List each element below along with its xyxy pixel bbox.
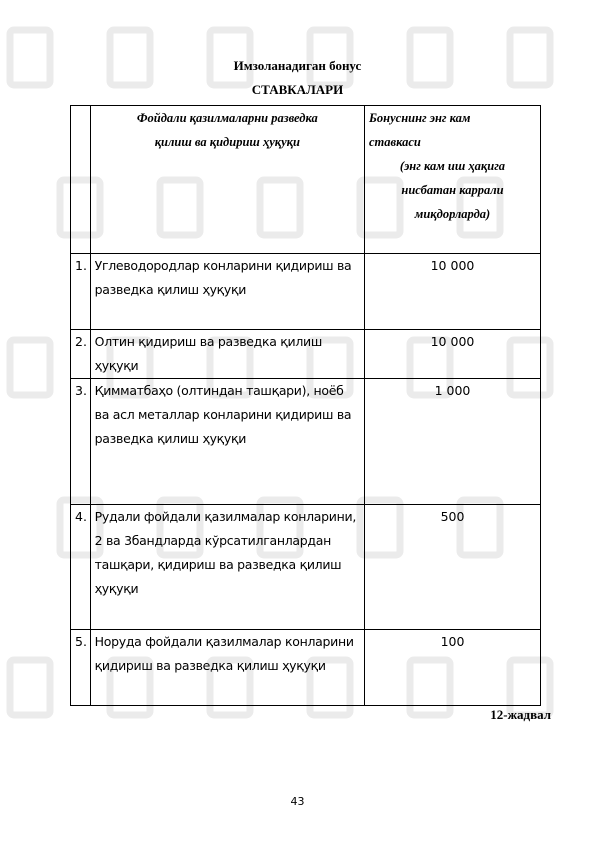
row-number: 1. [71,254,91,330]
row-description: Қимматбаҳо (олтиндан ташқари), ноёб ва асл металлар конларини қидириш ва разведка қилиш ҳуқуқи [90,379,364,505]
row-description: Олтин қидириш ва разведка қилиш ҳуқуқи [90,330,364,379]
table-row [71,630,541,706]
table-caption: 12-жадвал [490,707,551,722]
row-number: 4. [71,505,91,630]
table-row [71,505,541,630]
row-description: Углеводородлар конларини қидириш ва разведка қилиш ҳуқуқи [90,254,364,330]
document-title-line2: СТАВКАЛАРИ [251,82,344,97]
row-number: 3. [71,379,91,505]
header-val-line2: ставкаси [368,135,421,149]
row-number: 5. [71,630,91,706]
header-num-cell [71,106,91,254]
page-number: 43 [290,795,305,808]
bonus-rates-table [70,105,541,706]
table-row [71,379,541,505]
row-value: 500 [364,505,540,630]
table-row [71,254,541,330]
row-description: Рудали фойдали қазилмалар конларини, 2 ва 3бандларда кўрсатилганлардан ташқари, қидириш ва разведка қилиш ҳуқуқи [90,505,364,630]
table-header-row [71,106,541,254]
header-val-line1: Бонуснинг энг кам [368,111,471,125]
header-val-cell [364,106,540,254]
header-desc-cell [90,106,364,254]
row-value: 100 [364,630,540,706]
document-title-line1: Имзоланадиган бонус [233,58,362,73]
header-desc-line1: Фойдали қазилмаларни разведка [136,111,318,125]
row-number: 2. [71,330,91,379]
row-description: Норуда фойдали қазилмалар конларини қидириш ва разведка қилиш ҳуқуқи [90,630,364,706]
header-val-line5: миқдорларда) [414,207,491,221]
row-value: 10 000 [364,254,540,330]
row-value: 1 000 [364,379,540,505]
header-desc-line2: қилиш ва қидириш ҳуқуқи [154,135,300,149]
table-row [71,330,541,379]
row-value: 10 000 [364,330,540,379]
header-val-line3: (энг кам иш ҳақига [399,159,506,173]
header-val-line4: нисбатан каррали [401,183,504,197]
